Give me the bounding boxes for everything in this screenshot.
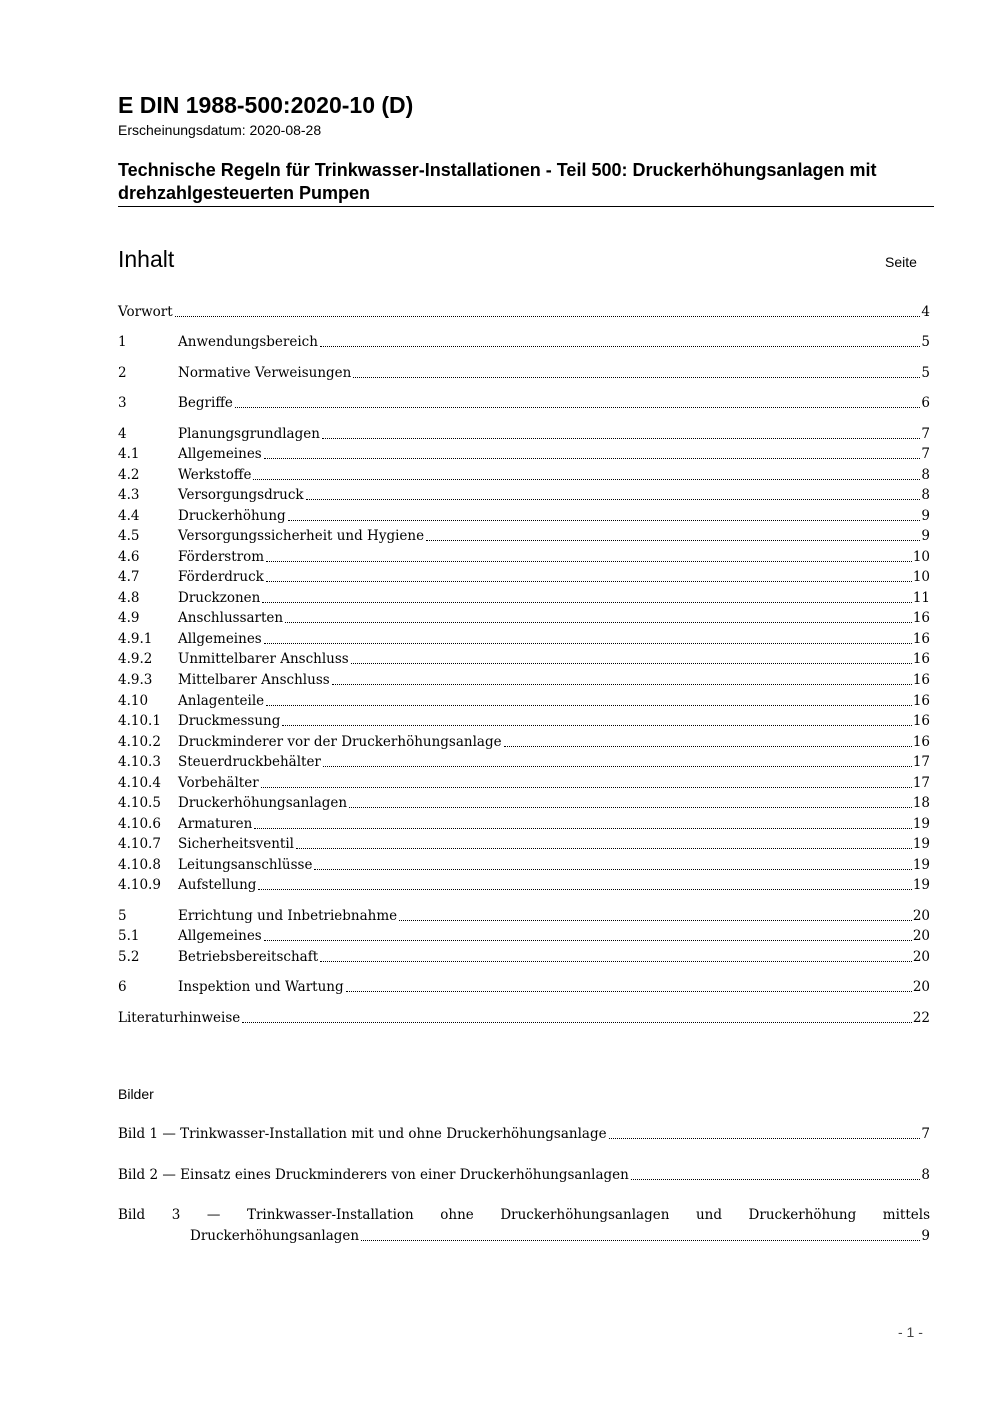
figure-entry[interactable] — [118, 1124, 930, 1144]
toc-entry[interactable] — [118, 977, 930, 997]
toc-entry-number: 4.6 — [118, 549, 140, 565]
toc-entry-page: 16 — [912, 693, 930, 709]
toc-entry-number: 4.3 — [118, 487, 140, 503]
toc-entry-number: 4.10.1 — [118, 713, 161, 729]
toc-entry-title: Betriebsbereitschaft — [178, 949, 319, 965]
dot-leader — [351, 663, 912, 664]
document-id: E DIN 1988-500:2020-10 (D) — [118, 92, 414, 118]
dot-leader — [175, 316, 921, 317]
toc-entry-title: Steuerdruckbehälter — [178, 754, 321, 770]
toc-entry-title: Allgemeines — [178, 631, 262, 647]
toc-entry[interactable] — [118, 506, 930, 526]
toc-entry-number: 4.9.3 — [118, 672, 153, 688]
toc-entry[interactable] — [118, 711, 930, 731]
toc-entry-number: 5.2 — [118, 949, 140, 965]
toc-entry-page: 5 — [921, 365, 930, 381]
toc-entry-title: Sicherheitsventil — [178, 836, 294, 852]
toc-entry-number: 5.1 — [118, 928, 140, 944]
toc-entry[interactable] — [118, 567, 930, 587]
toc-entry-page: 19 — [912, 857, 930, 873]
dot-leader — [349, 807, 912, 808]
toc-entry-page: 7 — [921, 446, 930, 462]
toc-entry-title: Errichtung und Inbetriebnahme — [178, 908, 398, 924]
toc-entry[interactable] — [118, 732, 930, 752]
toc-heading: Inhalt — [118, 246, 175, 272]
toc-entry-page: 4 — [921, 304, 930, 320]
toc-entry-page: 19 — [912, 836, 930, 852]
toc-entry-number: 4.10.2 — [118, 734, 161, 750]
toc-entry-number: 4.10 — [118, 693, 149, 709]
toc-entry[interactable] — [118, 526, 930, 546]
toc-entry-number: 4.9 — [118, 610, 140, 626]
dot-leader — [426, 540, 920, 541]
toc-entry-title: Werkstoffe — [178, 467, 252, 483]
toc-entry[interactable] — [118, 773, 930, 793]
toc-entry-number: 4.9.1 — [118, 631, 153, 647]
toc-entry-number: 4.10.3 — [118, 754, 161, 770]
toc-entry[interactable] — [118, 485, 930, 505]
toc-entry-page: 8 — [921, 467, 930, 483]
toc-entry-title: Aufstellung — [178, 877, 257, 893]
toc-entry-title: Anwendungsbereich — [178, 334, 318, 350]
toc-entry[interactable] — [118, 947, 930, 967]
toc-entry-title: Vorwort — [118, 304, 173, 320]
toc-entry[interactable] — [118, 588, 930, 608]
dot-leader — [320, 346, 920, 347]
figure-entry[interactable] — [190, 1226, 930, 1246]
toc-entry-page: 10 — [912, 549, 930, 565]
toc-entry-number: 4.4 — [118, 508, 140, 524]
toc-entry-number: 1 — [118, 334, 127, 350]
toc-entry-title: Versorgungsdruck — [178, 487, 304, 503]
toc-entry-number: 4.10.9 — [118, 877, 161, 893]
dot-leader — [261, 787, 912, 788]
toc-entry-number: 3 — [118, 395, 127, 411]
toc-entry-page: 20 — [912, 949, 930, 965]
dot-leader — [253, 479, 920, 480]
toc-entry-title: Leitungsanschlüsse — [178, 857, 313, 873]
toc-entry-title: Begriffe — [178, 395, 233, 411]
toc-entry[interactable] — [118, 444, 930, 464]
dot-leader — [346, 991, 912, 992]
dot-leader — [361, 1240, 920, 1241]
toc-entry-page: 6 — [921, 395, 930, 411]
toc-entry-page: 19 — [912, 877, 930, 893]
toc-entry-title: Förderdruck — [178, 569, 264, 585]
toc-entry-title: Mittelbarer Anschluss — [178, 672, 330, 688]
figure-entry-title: Druckerhöhungsanlagen — [190, 1228, 360, 1244]
dot-leader — [320, 961, 912, 962]
dot-leader — [242, 1022, 912, 1023]
dot-leader — [266, 705, 912, 706]
toc-entry-page: 16 — [912, 651, 930, 667]
toc-entry[interactable] — [118, 629, 930, 649]
dot-leader — [235, 407, 921, 408]
toc-entry[interactable] — [118, 906, 930, 926]
dot-leader — [254, 828, 912, 829]
toc-entry-title: Druckmessung — [178, 713, 281, 729]
toc-entry-page: 16 — [912, 672, 930, 688]
toc-entry-number: 4.10.8 — [118, 857, 161, 873]
toc-entry-number: 4.10.5 — [118, 795, 161, 811]
dot-leader — [332, 684, 912, 685]
toc-entry-page: 19 — [912, 816, 930, 832]
dot-leader — [288, 520, 921, 521]
toc-entry-title: Armaturen — [178, 816, 253, 832]
dot-leader — [262, 602, 911, 603]
toc-entry-title: Anlagenteile — [178, 693, 265, 709]
dot-leader — [285, 622, 912, 623]
toc-entry-number: 4.10.4 — [118, 775, 161, 791]
toc-entry-page: 16 — [912, 631, 930, 647]
toc-entry-number: 4.2 — [118, 467, 140, 483]
toc-entry[interactable] — [118, 670, 930, 690]
dot-leader — [266, 561, 912, 562]
toc-entry-page: 9 — [921, 508, 930, 524]
dot-leader — [399, 920, 912, 921]
toc-entry-number: 4.5 — [118, 528, 140, 544]
dot-leader — [353, 377, 920, 378]
toc-entry[interactable] — [118, 875, 930, 895]
toc-entry-page: 17 — [912, 775, 930, 791]
dot-leader — [322, 438, 920, 439]
toc-entry-number: 2 — [118, 365, 127, 381]
toc-entry-page: 18 — [912, 795, 930, 811]
toc-entry-title: Druckerhöhung — [178, 508, 286, 524]
dot-leader — [264, 458, 921, 459]
toc-entry-page: 20 — [912, 928, 930, 944]
figure-entry-title: Bild 1 — Trinkwasser-Installation mit und ohne Druckerhöhungsanlage — [118, 1126, 607, 1142]
figure-entry-title-line[interactable]: Bild 3 — Trinkwasser-Installation ohne Druckerhöhungsanlagen und Druckerhöhung mittels — [118, 1207, 930, 1223]
toc-entry[interactable] — [118, 793, 930, 813]
toc-entry[interactable] — [118, 332, 930, 352]
dot-leader — [631, 1179, 921, 1180]
toc-entry[interactable] — [118, 393, 930, 413]
toc-entry-number: 5 — [118, 908, 127, 924]
dot-leader — [266, 581, 912, 582]
dot-leader — [314, 869, 911, 870]
toc-entry-title: Inspektion und Wartung — [178, 979, 344, 995]
figures-heading: Bilder — [118, 1086, 154, 1102]
figure-entry-page: 9 — [921, 1228, 930, 1244]
toc-page-label: Seite — [885, 254, 917, 270]
toc-entry-title: Anschlussarten — [178, 610, 284, 626]
toc-entry-number: 4.8 — [118, 590, 140, 606]
title-divider — [118, 206, 934, 207]
toc-entry[interactable] — [118, 424, 930, 444]
toc-entry-page: 10 — [912, 569, 930, 585]
toc-entry-page: 9 — [921, 528, 930, 544]
figure-entry-title: Bild 2 — Einsatz eines Druckminderers von einer Druckerhöhungsanlagen — [118, 1167, 629, 1183]
dot-leader — [258, 889, 911, 890]
document-title: Technische Regeln für Trinkwasser-Installationen - Teil 500: Druckerhöhungsanlagen mit drehzahlgesteuerten Pumpen — [118, 160, 877, 203]
toc-entry-number: 4.7 — [118, 569, 140, 585]
toc-entry-title: Normative Verweisungen — [178, 365, 352, 381]
dot-leader — [609, 1138, 921, 1139]
toc-entry[interactable] — [118, 691, 930, 711]
toc-entry[interactable] — [118, 926, 930, 946]
toc-entry-title: Allgemeines — [178, 446, 262, 462]
publication-date: Erscheinungsdatum: 2020-08-28 — [118, 122, 322, 138]
toc-entry-title: Druckerhöhungsanlagen — [178, 795, 348, 811]
toc-entry[interactable] — [118, 834, 930, 854]
toc-entry[interactable] — [118, 814, 930, 834]
toc-entry[interactable] — [118, 855, 930, 875]
toc-entry-page: 20 — [912, 908, 930, 924]
toc-entry-title: Versorgungssicherheit und Hygiene — [178, 528, 425, 544]
toc-entry-title: Planungsgrundlagen — [178, 426, 320, 442]
toc-entry-number: 4.1 — [118, 446, 140, 462]
toc-entry[interactable] — [118, 363, 930, 383]
toc-entry-page: 16 — [912, 734, 930, 750]
toc-entry-title: Druckminderer vor der Druckerhöhungsanlage — [178, 734, 502, 750]
toc-entry-number: 4 — [118, 426, 127, 442]
dot-leader — [282, 725, 911, 726]
toc-entry-page: 8 — [921, 487, 930, 503]
toc-entry[interactable] — [118, 752, 930, 772]
toc-entry[interactable] — [118, 1008, 930, 1028]
page-number: - 1 - — [898, 1324, 923, 1340]
dot-leader — [306, 499, 921, 500]
toc-entry-number: 6 — [118, 979, 127, 995]
toc-entry[interactable] — [118, 649, 930, 669]
toc-entry-page: 16 — [912, 610, 930, 626]
toc-entry-page: 11 — [912, 590, 930, 606]
toc-entry[interactable] — [118, 608, 930, 628]
toc-entry-title: Förderstrom — [178, 549, 265, 565]
toc-entry-title: Unmittelbarer Anschluss — [178, 651, 349, 667]
toc-entry[interactable] — [118, 465, 930, 485]
toc-entry-number: 4.9.2 — [118, 651, 153, 667]
dot-leader — [323, 766, 912, 767]
toc-entry-title: Druckzonen — [178, 590, 261, 606]
toc-entry-title: Literaturhinweise — [118, 1010, 241, 1026]
dot-leader — [264, 940, 912, 941]
dot-leader — [296, 848, 912, 849]
toc-entry[interactable] — [118, 302, 930, 322]
toc-entry-page: 16 — [912, 713, 930, 729]
toc-entry-page: 20 — [912, 979, 930, 995]
toc-entry-title: Vorbehälter — [178, 775, 259, 791]
toc-entry[interactable] — [118, 547, 930, 567]
dot-leader — [264, 643, 912, 644]
toc-entry-page: 5 — [921, 334, 930, 350]
figure-entry[interactable] — [118, 1165, 930, 1185]
toc-entry-title: Allgemeines — [178, 928, 262, 944]
toc-entry-page: 7 — [921, 426, 930, 442]
dot-leader — [504, 746, 912, 747]
toc-entry-number: 4.10.7 — [118, 836, 161, 852]
figure-entry-page: 8 — [921, 1167, 930, 1183]
toc-entry-page: 22 — [912, 1010, 930, 1026]
toc-entry-number: 4.10.6 — [118, 816, 161, 832]
figure-entry-page: 7 — [921, 1126, 930, 1142]
toc-entry-page: 17 — [912, 754, 930, 770]
